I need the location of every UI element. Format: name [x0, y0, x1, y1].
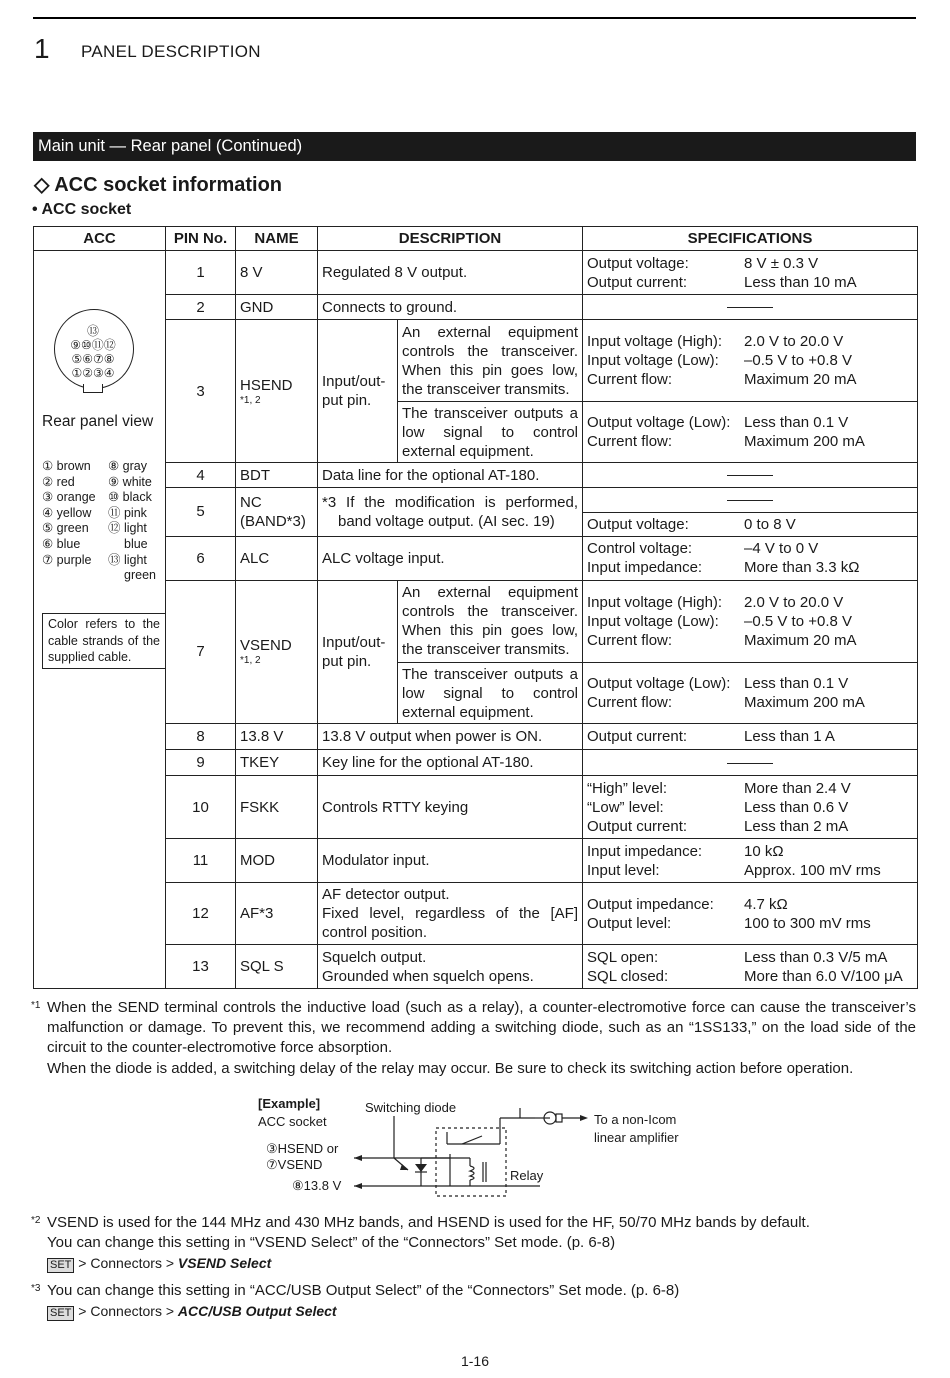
spec-cell: [583, 776, 918, 839]
spec-key: Output current:: [587, 817, 688, 835]
description-cell: [318, 488, 583, 536]
footnote-text: You can change this setting in “VSEND Select” of the “Connectors” Set mode. (p. 6-8): [47, 1234, 616, 1251]
spec-key: Output current:: [587, 728, 688, 745]
spec-value: 4.7 kΩ: [744, 895, 788, 913]
pin-cell: 13: [166, 945, 236, 989]
pin-cell: 5: [166, 488, 236, 536]
spec-key: SQL closed:: [587, 967, 669, 985]
spec-value: More than 3.3 kΩ: [744, 559, 860, 577]
description-text: *3 If the modification is performed, band voltage output. (AI sec. 19): [322, 493, 579, 530]
table-row: [34, 536, 918, 580]
name-cell: MOD: [236, 839, 318, 883]
spec-key: Output voltage:: [587, 254, 689, 272]
switching-diode-label: Switching diode: [365, 1100, 457, 1115]
v138-label: ⑧13.8 V: [292, 1178, 342, 1193]
spec-value: 2.0 V to 20.0 V: [744, 593, 844, 611]
description-cell: Input/out-put pin.: [318, 320, 398, 463]
name-cell: [236, 488, 318, 536]
footnote-1: [31, 998, 916, 1079]
menu-path: [47, 1301, 916, 1321]
header-acc: ACC: [34, 227, 166, 251]
header-specifications: SPECIFICATIONS: [583, 227, 918, 251]
table-row: [34, 750, 918, 776]
destination-label-1: To a non-Icom: [594, 1112, 677, 1127]
spec-value: 8 V ± 0.3 V: [744, 254, 819, 272]
spec-cell-empty: [583, 488, 918, 512]
spec-value: Less than 0.3 V/5 mA: [744, 948, 888, 966]
spec-key: Input level:: [587, 861, 660, 879]
spec-key: Current flow:: [587, 631, 673, 649]
pin-cell: 1: [166, 251, 236, 295]
spec-key: Control voltage:: [587, 540, 693, 558]
spec-value: More than 6.0 V/100 μA: [744, 967, 903, 985]
circuit-icon: [250, 1094, 710, 1204]
rear-panel-view-label: Rear panel view: [42, 413, 154, 430]
pin-cell: 12: [166, 883, 236, 945]
pins-5-8-label: ⑤⑥⑦⑧: [71, 352, 115, 366]
footnote-mark: *3: [31, 1283, 41, 1294]
name-cell: 13.8 V: [236, 724, 318, 750]
spec-key: Input voltage (Low):: [587, 612, 719, 630]
relay-label: Relay: [510, 1168, 544, 1183]
example-label: [Example]: [258, 1096, 321, 1111]
description-cell: Regulated 8 V output.: [318, 251, 583, 295]
table-header-row: [34, 227, 918, 251]
spec-key: Output current:: [587, 273, 688, 291]
description-cell: [318, 883, 583, 945]
dash-mark: [727, 763, 773, 764]
name-note: *1, 2: [240, 655, 261, 667]
spec-key: SQL open:: [587, 948, 659, 966]
section-bar: Main unit — Rear panel (Continued): [33, 132, 916, 161]
acc-socket-table: [33, 226, 918, 989]
dash-mark: [727, 475, 773, 476]
set-key-icon: SET: [47, 1258, 74, 1273]
pin-cell: 6: [166, 536, 236, 580]
wire-color: ⑤ green: [42, 521, 89, 536]
pin-cell: 10: [166, 776, 236, 839]
spec-cell-empty: [583, 463, 918, 488]
description-cell: [318, 945, 583, 989]
vsend-label: ⑦VSEND: [266, 1157, 323, 1172]
footnote-3: [31, 1281, 916, 1321]
spec-value: Maximum 200 mA: [744, 433, 865, 451]
spec-key: “Low” level:: [587, 798, 664, 816]
wire-colors-right: [108, 459, 164, 584]
sub-description-cell: An external equipment controls the transceiver. When this pin goes low, the transceiver transmits.: [398, 580, 583, 662]
spec-value: More than 2.4 V: [744, 779, 851, 797]
table-row: [34, 251, 918, 295]
sub-description-cell: The transceiver outputs a low signal to control external equipment.: [398, 663, 583, 724]
description-cell: Input/out-put pin.: [318, 580, 398, 723]
table-row: [34, 945, 918, 989]
spec-value: 0 to 8 V: [744, 515, 796, 533]
description-cell: Connects to ground.: [318, 295, 583, 320]
name-text: VSEND: [240, 637, 292, 655]
wire-color: ④ yellow: [42, 505, 92, 520]
pin-cell: 2: [166, 295, 236, 320]
spec-cell-empty: [583, 295, 918, 320]
name-text: NC: [240, 493, 262, 511]
spec-key: Input voltage (High):: [587, 593, 723, 611]
dash-mark: [727, 307, 773, 308]
table-row: [34, 463, 918, 488]
spec-value: Less than 0.6 V: [744, 798, 849, 816]
spec-key: “High” level:: [587, 779, 668, 797]
wire-color: ⑪ pink: [108, 505, 147, 520]
sub-description-cell: An external equipment controls the transceiver. When this pin goes low, the transceiver transmits.: [398, 320, 583, 402]
spec-cell: [583, 945, 918, 989]
spec-value: Approx. 100 mV rms: [744, 861, 881, 879]
wire-color: ⑫ light blue: [108, 521, 148, 551]
spec-cell: [583, 320, 918, 402]
dash-mark: [727, 500, 773, 501]
name-cell: 8 V: [236, 251, 318, 295]
spec-cell-empty: [583, 750, 918, 776]
spec-cell: [583, 536, 918, 580]
top-rule: [33, 17, 916, 19]
spec-cell: [583, 512, 918, 536]
subheading: • ACC socket: [32, 201, 132, 218]
wire-color: ⑩ black: [108, 490, 152, 505]
connector-pins: [54, 324, 132, 380]
pin-cell: 7: [166, 580, 236, 723]
pin-cell: 9: [166, 750, 236, 776]
spec-value: Maximum 20 mA: [744, 371, 857, 389]
spec-value: 100 to 300 mV rms: [744, 914, 871, 932]
pin-cell: 4: [166, 463, 236, 488]
table-row: [34, 839, 918, 883]
name-cell: AF*3: [236, 883, 318, 945]
spec-key: Input impedance:: [587, 842, 703, 860]
spec-value: Less than 10 mA: [744, 273, 857, 291]
pin-cell: 3: [166, 320, 236, 463]
spec-value: –4 V to 0 V: [744, 540, 819, 558]
wire-colors-left: [42, 459, 96, 568]
name-cell: [236, 580, 318, 723]
table-row: [34, 724, 918, 750]
spec-cell: [583, 251, 918, 295]
wire-color: ⑨ white: [108, 474, 152, 489]
spec-key: Input voltage (High):: [587, 333, 723, 351]
footnote-text: When the SEND terminal controls the inductive load (such as a relay), a counter-electromotive force can cause the transceiver’s malfunction or damage. To prevent this, we recommend adding a switching diode, such as an “1SS133,” on the load side of the circuit to the counter-electromotive force absorption.: [47, 999, 916, 1056]
acc-connector-cell: [34, 251, 166, 989]
wire-color: ⑧ gray: [108, 459, 147, 473]
spec-value: Maximum 20 mA: [744, 631, 857, 649]
connector-key-notch: [83, 384, 103, 393]
pin-13-label: ⑬: [86, 324, 99, 338]
spec-key: Input impedance:: [587, 559, 703, 577]
menu-path-prefix: > Connectors >: [78, 1303, 175, 1319]
spec-cell: [583, 883, 918, 945]
spec-value: Less than 0.1 V: [744, 675, 849, 692]
description-cell: 13.8 V output when power is ON.: [318, 724, 583, 750]
menu-path: [47, 1253, 916, 1273]
spec-value: Less than 0.1 V: [744, 414, 849, 432]
wire-color: ⑥ blue: [42, 536, 81, 551]
name-note: *1, 2: [240, 394, 261, 406]
spec-key: Current flow:: [587, 433, 673, 451]
pins-1-4-label: ①②③④: [71, 366, 115, 380]
wire-color: ① brown: [42, 459, 91, 473]
acc-socket-label: ACC socket: [258, 1114, 327, 1129]
spec-cell: [583, 724, 918, 750]
footnote-text: You can change this setting in “ACC/USB Output Select” of the “Connectors” Set mode. (p. 6-8): [47, 1282, 680, 1299]
table-row: [34, 320, 918, 402]
description-cell: Key line for the optional AT-180.: [318, 750, 583, 776]
menu-path-prefix: > Connectors >: [78, 1255, 175, 1271]
sub-description-cell: The transceiver outputs a low signal to control external equipment.: [398, 402, 583, 463]
pin-cell: 11: [166, 839, 236, 883]
wire-color: ⑬ light green: [108, 552, 156, 583]
wire-color: ⑦ purple: [42, 552, 92, 567]
footnote-mark: *1: [31, 1000, 41, 1011]
spec-cell: [583, 839, 918, 883]
spec-cell: [583, 663, 918, 724]
spec-value: Less than 2 mA: [744, 817, 849, 835]
spec-key: Output voltage:: [587, 515, 689, 533]
name-cell: BDT: [236, 463, 318, 488]
description-cell: Controls RTTY keying: [318, 776, 583, 839]
color-note-box: Color refers to the cable strands of the supplied cable.: [42, 613, 166, 669]
description-text: Squelch output.: [322, 948, 427, 966]
spec-value: 2.0 V to 20.0 V: [744, 333, 844, 351]
name-cell: TKEY: [236, 750, 318, 776]
table-row: [34, 883, 918, 945]
spec-value: Maximum 200 mA: [744, 694, 865, 711]
description-text: AF detector output.: [322, 886, 450, 903]
description-cell: Modulator input.: [318, 839, 583, 883]
spec-cell: [583, 580, 918, 662]
table-row: [34, 488, 918, 512]
spec-value: –0.5 V to +0.8 V: [744, 612, 853, 630]
name-cell: FSKK: [236, 776, 318, 839]
pins-9-12-label: ⑨⑩⑪⑫: [70, 338, 116, 352]
pin-cell: 8: [166, 724, 236, 750]
name-text-2: (BAND*3): [240, 512, 306, 530]
spec-value: Less than 1 A: [744, 728, 835, 745]
spec-key: Output impedance:: [587, 895, 714, 913]
name-cell: ALC: [236, 536, 318, 580]
footnote-mark: *2: [31, 1215, 41, 1226]
description-text-2: Fixed level, regardless of the [AF] control position.: [322, 905, 579, 941]
section-heading: ◇ ACC socket information: [34, 174, 282, 196]
wire-color: ② red: [42, 474, 75, 489]
footnote-2: [31, 1213, 916, 1273]
menu-path-item: ACC/USB Output Select: [177, 1303, 337, 1319]
table-row: [34, 776, 918, 839]
header-pin: PIN No.: [166, 227, 236, 251]
name-cell: SQL S: [236, 945, 318, 989]
header-description: DESCRIPTION: [318, 227, 583, 251]
chapter-number: 1: [34, 33, 50, 64]
page-number: 1-16: [460, 1353, 490, 1369]
set-key-icon: SET: [47, 1306, 74, 1321]
spec-key: Output level:: [587, 914, 672, 932]
footnote-text: When the diode is added, a switching delay of the relay may occur. Be sure to check its switching action before operation.: [47, 1060, 854, 1077]
footnote-text: VSEND is used for the 144 MHz and 430 MHz bands, and HSEND is used for the HF, 50/70 MHz bands by default.: [47, 1214, 810, 1231]
spec-key: Output voltage (Low):: [587, 414, 731, 432]
table-row: [34, 295, 918, 320]
description-cell: Data line for the optional AT-180.: [318, 463, 583, 488]
description-cell: ALC voltage input.: [318, 536, 583, 580]
table-row: [34, 580, 918, 662]
header-name: NAME: [236, 227, 318, 251]
example-diagram: [250, 1094, 710, 1204]
name-cell: GND: [236, 295, 318, 320]
description-text-2: Grounded when squelch opens.: [322, 967, 534, 985]
spec-cell: [583, 402, 918, 463]
spec-key: Current flow:: [587, 371, 673, 389]
name-cell: [236, 320, 318, 463]
spec-value: –0.5 V to +0.8 V: [744, 352, 853, 370]
chapter-title: PANEL DESCRIPTION: [81, 42, 261, 61]
spec-key: Input voltage (Low):: [587, 352, 719, 370]
spec-value: 10 kΩ: [744, 842, 784, 860]
spec-key: Output voltage (Low):: [587, 675, 731, 692]
hsend-label: ③HSEND or: [266, 1141, 339, 1156]
spec-key: Current flow:: [587, 694, 673, 711]
destination-label-2: linear amplifier: [594, 1130, 679, 1145]
name-text: HSEND: [240, 376, 293, 394]
menu-path-item: VSEND Select: [177, 1255, 272, 1271]
wire-color: ③ orange: [42, 490, 96, 505]
